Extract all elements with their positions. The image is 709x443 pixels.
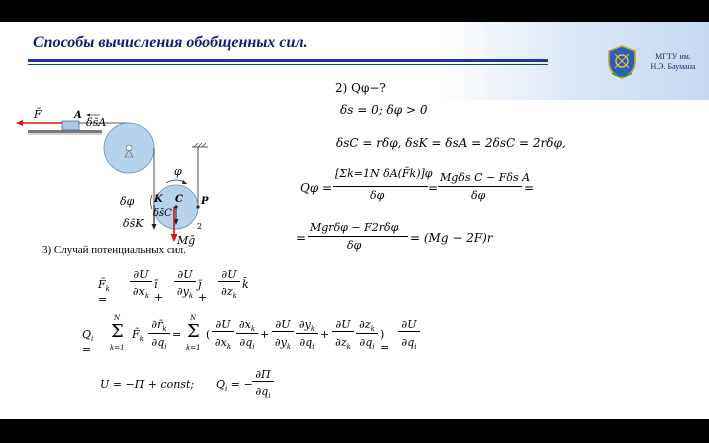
- label-point-p: P: [201, 196, 209, 207]
- q-denominator-1: δφ: [370, 189, 385, 202]
- university-name: [641, 52, 705, 72]
- slide-title: Способы вычисления обобщенных сил.: [33, 34, 308, 51]
- mechanism-diagram: [14, 77, 224, 247]
- case-heading: 2) Qφ−?: [335, 81, 386, 95]
- label-dphi: δφ: [120, 195, 135, 208]
- q-lhs: Qφ =: [300, 181, 333, 195]
- line2-numerator: Mgrδφ − F2rδφ: [310, 221, 399, 234]
- kinematics-formula: δsC = rδφ, δsK = δsA = 2δsC = 2rδφ,: [336, 136, 566, 150]
- upper-pulley: [104, 123, 154, 173]
- label-point-a: A: [74, 110, 82, 121]
- dphi-arc: [151, 195, 153, 209]
- q-numerator-1: [Σk=1N δA(F̄k)]φ: [335, 167, 433, 180]
- label-force: F̄: [34, 108, 42, 121]
- line2-eq: =: [296, 231, 307, 245]
- university-line-2: Н.Э. Баумана: [650, 62, 696, 71]
- university-line-1: МГТУ им.: [655, 52, 691, 61]
- line2-denominator: δφ: [347, 239, 362, 252]
- label-disp-c: δs̄C: [153, 208, 172, 219]
- q-fraction-bar-1: [333, 186, 428, 187]
- title-rule-thick: [28, 59, 548, 62]
- angle-arrowhead: [182, 180, 187, 184]
- ground-surface: [28, 130, 102, 134]
- title-rule-thin: [28, 64, 548, 65]
- q-numerator-2: Mgδs C − Fδs A: [440, 171, 531, 184]
- slide: Способы вычисления обобщенных сил. МГТУ им. Н.Э. Баумана F̄ A δs̄A φ δφ K C P δs̄C δs̄K Mḡ 2 2) Qφ−? δs = 0; δφ > 0 δsC = rδφ, δsK = δsA = 2δsC = 2rδφ, Qφ = [Σk=1N δA(F̄k)]φ δφ = Mgδs C − Fδs A δφ = = Mgrδφ − F2rδφ δφ = (Mg − 2F)r 3) Случай потенциальных сил. $F̄_k$ = ∂U $\partial x_k$ ī + ∂U $\partial y_k$ j̄ + ∂U $\partial z_k$ k̄ $Q_i$ = N Σ k=1 $F̄_k$ $\partial r̄_k$ $\partial q_i$ = N Σ k=1 ( ∂U $\partial x_k$ $\partial x_k$ $\partial q_i$ + ∂U $\partial y_k$ $\partial y_k$ $\partial q_i$ + ∂U $\partial z_k$ $\partial z_k$ $\partial q_i$ ) = ∂U $\partial q_i$ U = −Π + const; $Q_i$ = − ∂Π $\partial q_i$: [0, 22, 709, 419]
- conditions-formula: δs = 0; δφ > 0: [340, 103, 428, 117]
- q-eq-2: =: [524, 181, 535, 195]
- label-body-2: 2: [197, 222, 203, 231]
- line2-result: = (Mg − 2F)r: [410, 231, 493, 245]
- point-c-dot: [174, 205, 177, 208]
- potential-heading: 3) Случай потенциальных сил.: [42, 244, 186, 256]
- label-disp-k: δs̄K: [123, 217, 144, 230]
- q-eq: =: [428, 181, 439, 195]
- label-angle: φ: [174, 165, 182, 178]
- label-disp-a: δs̄A: [86, 116, 107, 129]
- point-p-dot: [196, 205, 199, 208]
- q-fraction-bar-2: [438, 186, 522, 187]
- disp-k-arrowhead: [152, 224, 157, 230]
- label-point-c: C: [175, 194, 183, 205]
- line2-fraction-bar: [308, 236, 408, 237]
- block-a: [62, 121, 79, 130]
- q-denominator-2: δφ: [471, 189, 486, 202]
- label-weight: Mḡ: [177, 234, 196, 247]
- ceiling-support: [192, 143, 208, 147]
- label-point-k: K: [154, 194, 163, 205]
- university-emblem-icon: [606, 44, 638, 80]
